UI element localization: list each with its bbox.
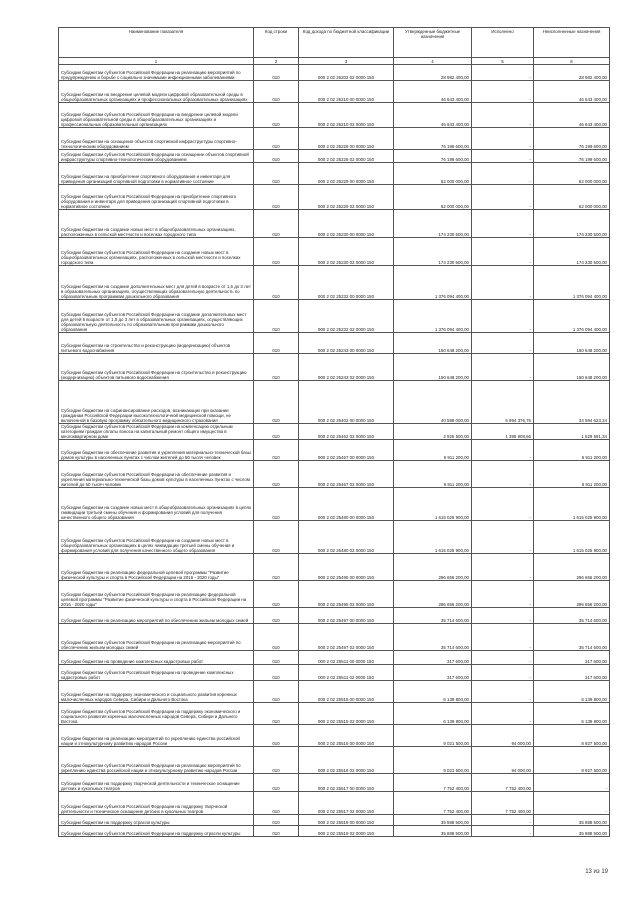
table-row [59, 608, 610, 624]
column-number: 6 [534, 58, 610, 65]
row-line-code: 010 [254, 651, 299, 665]
row-line-code: 010 [254, 81, 299, 103]
row-executed: - [472, 210, 534, 238]
row-name: Субсидии бюджетам на создание новых мест в общеобразовательных организациях, расположенных в сельской местности и поселках городского типа [59, 210, 254, 238]
row-approved: 1 376 094 400,00 [394, 266, 472, 300]
row-executed: - [472, 81, 534, 103]
row-executed: - [472, 163, 534, 185]
row-unexecuted: 34 594 623,24 [534, 381, 610, 424]
row-approved: 1 615 025 900,00 [394, 521, 472, 554]
row-unexecuted: 6 139 800,00 [534, 703, 610, 725]
row-unexecuted: 1 615 025 900,00 [534, 521, 610, 554]
row-unexecuted: 150 648 200,00 [534, 354, 610, 381]
table-row [59, 185, 610, 210]
table-row [59, 103, 610, 128]
table-row [59, 333, 610, 354]
row-line-code: 010 [254, 665, 299, 681]
row-executed: - [472, 554, 534, 581]
row-approved: 174 230 500,00 [394, 210, 472, 238]
row-approved: 296 656 200,00 [394, 554, 472, 581]
row-unexecuted: 150 648 200,00 [534, 333, 610, 354]
table-row [59, 461, 610, 488]
row-line-code: 010 [254, 333, 299, 354]
row-approved: 9 021 500,00 [394, 725, 472, 747]
table-header-row [59, 28, 610, 58]
row-executed: - [472, 826, 534, 837]
row-income-code: 000 2 02 25515 00 0000 150 [299, 681, 394, 703]
row-name: Субсидии бюджетам субъектов Российской Федерации на оснащение объектов спортивной инфраструктуры спортивно-технологическим оборудованием [59, 150, 254, 163]
row-income-code: 000 2 02 25228 00 0000 150 [299, 128, 394, 150]
row-executed: - [472, 440, 534, 461]
row-name: Субсидии бюджетам субъектов Российской Федерации на компенсацию отдельным категориям граждан оплаты взноса на капитальный ремонт общего имущества в многоквартирном доме [59, 424, 254, 440]
row-unexecuted: 174 230 500,00 [534, 238, 610, 266]
row-name: Субсидии бюджетам субъектов Российской Федерации на создание новых мест в общеобразовательных организациях, расположенных в сельской местности и поселках городского типа [59, 238, 254, 266]
table-row [59, 815, 610, 826]
row-income-code: 000 2 02 25229 02 0000 150 [299, 185, 394, 210]
row-income-code: 000 2 02 25495 00 0000 150 [299, 554, 394, 581]
row-line-code: 010 [254, 238, 299, 266]
row-unexecuted: 6 911 200,00 [534, 461, 610, 488]
table-row [59, 703, 610, 725]
row-name: Субсидии бюджетам субъектов Российской Федерации на внедрение целевой модели цифровой образовательной среды в общеобразовательных организациях и профессиональных образовательных организациях [59, 103, 254, 128]
table-row [59, 210, 610, 238]
header-executed: Исполнено [472, 28, 534, 58]
row-line-code: 010 [254, 185, 299, 210]
row-unexecuted: 35 888 500,00 [534, 815, 610, 826]
row-executed: 1 395 908,66 [472, 424, 534, 440]
row-line-code: 010 [254, 103, 299, 128]
table-row [59, 81, 610, 103]
header-indicator-name: Наименование показателя [59, 28, 254, 58]
row-line-code: 010 [254, 65, 299, 81]
table-row [59, 826, 610, 837]
row-unexecuted: 1 529 591,34 [534, 424, 610, 440]
row-approved: 35 888 500,00 [394, 815, 472, 826]
table-row [59, 747, 610, 774]
table-row [59, 354, 610, 381]
row-executed: - [472, 103, 534, 128]
row-line-code: 010 [254, 461, 299, 488]
row-unexecuted: 35 714 600,00 [534, 608, 610, 624]
row-approved: 76 199 600,00 [394, 150, 472, 163]
row-line-code: 010 [254, 815, 299, 826]
row-income-code: 000 2 02 25511 00 0000 150 [299, 651, 394, 665]
row-income-code: 000 2 02 25402 00 0000 150 [299, 381, 394, 424]
row-unexecuted: 296 656 200,00 [534, 581, 610, 608]
row-unexecuted: 46 643 400,00 [534, 103, 610, 128]
row-unexecuted: - [534, 774, 610, 792]
table-row [59, 440, 610, 461]
row-unexecuted: 62 000 000,00 [534, 163, 610, 185]
row-name: Субсидии бюджетам на поддержку экономического и социального развития коренных малочисленных народов Севера, Сибири и Дальнего Востока [59, 681, 254, 703]
row-name: Субсидии бюджетам субъектов Российской Федерации на создание новых мест в общеобразовательных организациях в целях ликвидации третьей смены обучения и формирования условий для получения качественного общего образования [59, 521, 254, 554]
row-unexecuted: 35 888 500,00 [534, 826, 610, 837]
row-approved: 174 230 500,00 [394, 238, 472, 266]
row-name: Субсидии бюджетам субъектов Российской Федерации на реализацию мероприятий по обеспечению жильем молодых семей [59, 624, 254, 651]
row-line-code: 010 [254, 163, 299, 185]
table-row [59, 266, 610, 300]
row-name: Субсидии бюджетам на приобретение спортивного оборудования и инвентаря для приведения организаций спортивной подготовки в нормативное состояние [59, 163, 254, 185]
row-name: Субсидии бюджетам на строительство и реконструкцию (модернизацию) объектов питьевого водоснабжения [59, 333, 254, 354]
row-name: Субсидии бюджетам на поддержку творческой деятельности и техническое оснащение детских и кукольных театров [59, 774, 254, 792]
row-income-code: 000 2 02 25517 00 0000 150 [299, 774, 394, 792]
row-name: Субсидии бюджетам на создание новых мест в общеобразовательных организациях в целях ликвидации третьей смены обучения и формирования условий для получения качественного общего образования [59, 488, 254, 521]
row-executed: - [472, 581, 534, 608]
row-unexecuted: 76 199 600,00 [534, 150, 610, 163]
row-name: Субсидии бюджетам субъектов Российской Федерации на поддержку творческой деятельности и техническое оснащение детских и кукольных театров [59, 792, 254, 815]
budget-income-table [58, 27, 610, 837]
row-name: Субсидии бюджетам субъектов Российской Федерации на реализацию мероприятий по предупреждению и борьбе с социально значимыми инфекционными заболеваниями [59, 65, 254, 81]
row-unexecuted: 6 911 200,00 [534, 440, 610, 461]
row-executed: - [472, 128, 534, 150]
row-unexecuted: 296 656 200,00 [534, 554, 610, 581]
row-name: Субсидии бюджетам на реализацию мероприятий по обеспечению жильем молодых семей [59, 608, 254, 624]
row-executed: - [472, 488, 534, 521]
table-row [59, 521, 610, 554]
row-income-code: 000 2 02 25495 02 0000 150 [299, 581, 394, 608]
table-row [59, 300, 610, 333]
row-income-code: 000 2 02 25232 02 0000 150 [299, 300, 394, 333]
row-name: Субсидии бюджетам на создание дополнительных мест для детей в возрасте от 1,5 до 3 лет в образовательных организациях, осуществляющих образовательную деятельность по образовательным программам дошкольного образования [59, 266, 254, 300]
row-unexecuted: 6 139 800,00 [534, 681, 610, 703]
row-executed: - [472, 185, 534, 210]
row-executed: 94 000,00 [472, 747, 534, 774]
row-executed: - [472, 300, 534, 333]
table-body [59, 65, 610, 837]
row-income-code: 000 2 02 25497 02 0000 150 [299, 624, 394, 651]
row-income-code: 000 2 02 25511 02 0000 150 [299, 665, 394, 681]
row-unexecuted: 174 230 500,00 [534, 210, 610, 238]
row-name: Субсидии бюджетам на реализацию мероприятий по укреплению единства российской нации и этнокультурному развитию народов России [59, 725, 254, 747]
row-executed: - [472, 815, 534, 826]
column-number-row [59, 58, 610, 65]
row-approved: 62 000 000,00 [394, 185, 472, 210]
row-income-code: 000 2 02 25467 02 0000 150 [299, 461, 394, 488]
row-approved: 296 656 200,00 [394, 581, 472, 608]
report-sheet [58, 27, 609, 837]
row-approved: 317 600,00 [394, 651, 472, 665]
row-unexecuted: - [534, 792, 610, 815]
row-unexecuted: 1 615 025 900,00 [534, 488, 610, 521]
row-unexecuted: 1 376 094 400,00 [534, 266, 610, 300]
table-row [59, 624, 610, 651]
row-approved: 1 376 094 400,00 [394, 300, 472, 333]
table-row [59, 581, 610, 608]
row-name: Субсидии бюджетам субъектов Российской Федерации на проведение комплексных кадастровых работ [59, 665, 254, 681]
row-executed: - [472, 461, 534, 488]
row-line-code: 010 [254, 703, 299, 725]
row-name: Субсидии бюджетам субъектов Российской Федерации на реализацию мероприятий по укреплению единства российской нации и этнокультурному развитию народов России [59, 747, 254, 774]
row-line-code: 010 [254, 440, 299, 461]
header-unexecuted: Неисполненные назначения [534, 28, 610, 58]
row-executed: - [472, 65, 534, 81]
row-income-code: 000 2 02 25467 00 0000 150 [299, 440, 394, 461]
row-line-code: 010 [254, 624, 299, 651]
row-name: Субсидии бюджетам субъектов Российской Федерации на реализацию федеральной целевой программы "Развитие физической культуры и спорта в Российской Федерации на 2016 - 2020 годы" [59, 581, 254, 608]
row-income-code: 000 2 02 25230 00 0000 150 [299, 210, 394, 238]
row-income-code: 000 2 02 25210 02 0000 150 [299, 103, 394, 128]
table-row [59, 681, 610, 703]
page-number: 13 из 19 [585, 869, 608, 875]
row-income-code: 000 2 02 25243 02 0000 150 [299, 354, 394, 381]
row-line-code: 010 [254, 554, 299, 581]
row-approved: 7 752 400,00 [394, 774, 472, 792]
header-income-code: Код дохода по бюджетной классификации [299, 28, 394, 58]
row-income-code: 000 2 02 25516 02 0000 150 [299, 747, 394, 774]
row-name: Субсидии бюджетам на реализацию федеральной целевой программы "Развитие физической культуры и спорта в Российской Федерации на 2016 - 2020 годы" [59, 554, 254, 581]
row-name: Субсидии бюджетам субъектов Российской Федерации на строительство и реконструкцию (модернизацию) объектов питьевого водоснабжения [59, 354, 254, 381]
row-line-code: 010 [254, 266, 299, 300]
row-income-code: 000 2 02 25480 02 0000 150 [299, 521, 394, 554]
table-row [59, 488, 610, 521]
table-row [59, 651, 610, 665]
row-executed: - [472, 521, 534, 554]
table-row [59, 65, 610, 81]
row-approved: 35 714 600,00 [394, 624, 472, 651]
table-row [59, 554, 610, 581]
table-row [59, 725, 610, 747]
row-line-code: 010 [254, 725, 299, 747]
row-income-code: 000 2 02 25519 02 0000 150 [299, 826, 394, 837]
row-line-code: 010 [254, 826, 299, 837]
row-executed: - [472, 238, 534, 266]
row-line-code: 010 [254, 300, 299, 333]
row-income-code: 000 2 02 25230 02 0000 150 [299, 238, 394, 266]
row-unexecuted: 8 927 500,00 [534, 725, 610, 747]
row-approved: 150 648 200,00 [394, 333, 472, 354]
row-name: Субсидии бюджетам на внедрение целевой модели цифровой образовательной среды в общеобразовательных организациях и профессиональных образовательных организациях [59, 81, 254, 103]
row-income-code: 000 2 02 25497 00 0000 150 [299, 608, 394, 624]
row-approved: 317 600,00 [394, 665, 472, 681]
header-line-code: Код строки [254, 28, 299, 58]
column-number: 4 [394, 58, 472, 65]
row-unexecuted: 35 714 600,00 [534, 624, 610, 651]
row-unexecuted: 46 643 400,00 [534, 81, 610, 103]
row-income-code: 000 2 02 25202 02 0000 150 [299, 65, 394, 81]
row-approved: 46 643 400,00 [394, 81, 472, 103]
row-line-code: 010 [254, 488, 299, 521]
row-income-code: 000 2 02 25210 00 0000 150 [299, 81, 394, 103]
row-line-code: 010 [254, 424, 299, 440]
row-unexecuted: 317 600,00 [534, 651, 610, 665]
row-approved: 62 000 000,00 [394, 163, 472, 185]
row-line-code: 010 [254, 210, 299, 238]
row-approved: 46 643 400,00 [394, 103, 472, 128]
column-number: 2 [254, 58, 299, 65]
row-approved: 76 199 600,00 [394, 128, 472, 150]
row-line-code: 010 [254, 381, 299, 424]
row-income-code: 000 2 02 25462 02 0000 150 [299, 424, 394, 440]
table-row [59, 774, 610, 792]
row-income-code: 000 2 02 25515 02 0000 150 [299, 703, 394, 725]
row-approved: 28 982 400,00 [394, 65, 472, 81]
row-executed: - [472, 354, 534, 381]
row-approved: 1 615 025 900,00 [394, 488, 472, 521]
row-line-code: 010 [254, 150, 299, 163]
row-line-code: 010 [254, 774, 299, 792]
row-name: Субсидии бюджетам на софинансирование расходов, возникающих при оказании гражданам Российской Федерации высокотехнологичной медицинской помощи, не включенной в базовую программу обязательного медицинского страхования [59, 381, 254, 424]
row-income-code: 000 2 02 25480 00 0000 150 [299, 488, 394, 521]
row-approved: 150 648 200,00 [394, 354, 472, 381]
row-approved: 6 911 200,00 [394, 461, 472, 488]
row-name: Субсидии бюджетам на оснащение объектов спортивной инфраструктуры спортивно-технологическим оборудованием [59, 128, 254, 150]
table-row [59, 792, 610, 815]
row-income-code: 000 2 02 25517 02 0000 150 [299, 792, 394, 815]
row-line-code: 010 [254, 128, 299, 150]
row-approved: 6 139 800,00 [394, 703, 472, 725]
row-executed: - [472, 624, 534, 651]
row-income-code: 000 2 02 25519 00 0000 150 [299, 815, 394, 826]
row-name: Субсидии бюджетам на проведение комплексных кадастровых работ [59, 651, 254, 665]
row-name: Субсидии бюджетам на обеспечение развития и укрепления материально-технической базы домов культуры в населенных пунктах с числом жителей до 50 тысяч человек [59, 440, 254, 461]
row-approved: 2 925 500,00 [394, 424, 472, 440]
row-approved: 6 139 800,00 [394, 681, 472, 703]
row-name: Субсидии бюджетам субъектов Российской Федерации на приобретение спортивного оборудования и инвентаря для приведения организаций спортивной подготовки в нормативное состояние [59, 185, 254, 210]
row-line-code: 010 [254, 681, 299, 703]
row-approved: 7 752 400,00 [394, 792, 472, 815]
row-executed: - [472, 651, 534, 665]
column-number: 1 [59, 58, 254, 65]
table-row [59, 665, 610, 681]
row-line-code: 010 [254, 581, 299, 608]
row-executed: - [472, 665, 534, 681]
table-row [59, 128, 610, 150]
row-executed: - [472, 266, 534, 300]
row-line-code: 010 [254, 608, 299, 624]
table-row [59, 150, 610, 163]
row-approved: 40 589 000,00 [394, 381, 472, 424]
row-line-code: 010 [254, 747, 299, 774]
column-number: 3 [299, 58, 394, 65]
table-row [59, 424, 610, 440]
table-row [59, 381, 610, 424]
row-income-code: 000 2 02 25232 00 0000 150 [299, 266, 394, 300]
row-executed: 94 000,00 [472, 725, 534, 747]
row-executed: - [472, 703, 534, 725]
row-unexecuted: 1 376 094 400,00 [534, 300, 610, 333]
row-executed: 7 752 400,00 [472, 774, 534, 792]
row-approved: 35 714 600,00 [394, 608, 472, 624]
row-approved: 6 911 200,00 [394, 440, 472, 461]
row-executed: - [472, 150, 534, 163]
row-income-code: 000 2 02 25516 00 0000 150 [299, 725, 394, 747]
row-line-code: 010 [254, 521, 299, 554]
row-executed: - [472, 608, 534, 624]
row-unexecuted: 317 600,00 [534, 665, 610, 681]
row-approved: 35 888 500,00 [394, 826, 472, 837]
row-approved: 9 021 500,00 [394, 747, 472, 774]
row-unexecuted: 62 000 000,00 [534, 185, 610, 210]
row-name: Субсидии бюджетам субъектов Российской Федерации на поддержку экономического и социального развития коренных малочисленных народов Севера, Сибири и Дальнего Востока [59, 703, 254, 725]
row-executed: 5 994 376,76 [472, 381, 534, 424]
row-unexecuted: 8 927 500,00 [534, 747, 610, 774]
row-line-code: 010 [254, 792, 299, 815]
row-executed: 7 752 400,00 [472, 792, 534, 815]
table-row [59, 238, 610, 266]
column-number: 5 [472, 58, 534, 65]
row-income-code: 000 2 02 25228 02 0000 150 [299, 150, 394, 163]
row-name: Субсидии бюджетам на поддержку отрасли культуры [59, 815, 254, 826]
table-row [59, 163, 610, 185]
row-name: Субсидии бюджетам субъектов Российской Федерации на создание дополнительных мест для детей в возрасте от 1,5 до 3 лет в образовательных организациях, осуществляющих образовательную деятельность по образовательным программам дошкольного образования [59, 300, 254, 333]
header-approved: Утвержденные бюджетные назначения [394, 28, 472, 58]
row-name: Субсидии бюджетам субъектов Российской Федерации на поддержку отрасли культуры [59, 826, 254, 837]
row-executed: - [472, 681, 534, 703]
row-unexecuted: 28 982 400,00 [534, 65, 610, 81]
row-income-code: 000 2 02 25229 00 0000 150 [299, 163, 394, 185]
row-unexecuted: 76 199 600,00 [534, 128, 610, 150]
row-line-code: 010 [254, 354, 299, 381]
row-executed: - [472, 333, 534, 354]
row-income-code: 000 2 02 25243 00 0000 150 [299, 333, 394, 354]
row-name: Субсидии бюджетам субъектов Российской Федерации на обеспечение развития и укрепления материально-технической базы домов культуры в населенных пунктах с числом жителей до 50 тысяч человек [59, 461, 254, 488]
